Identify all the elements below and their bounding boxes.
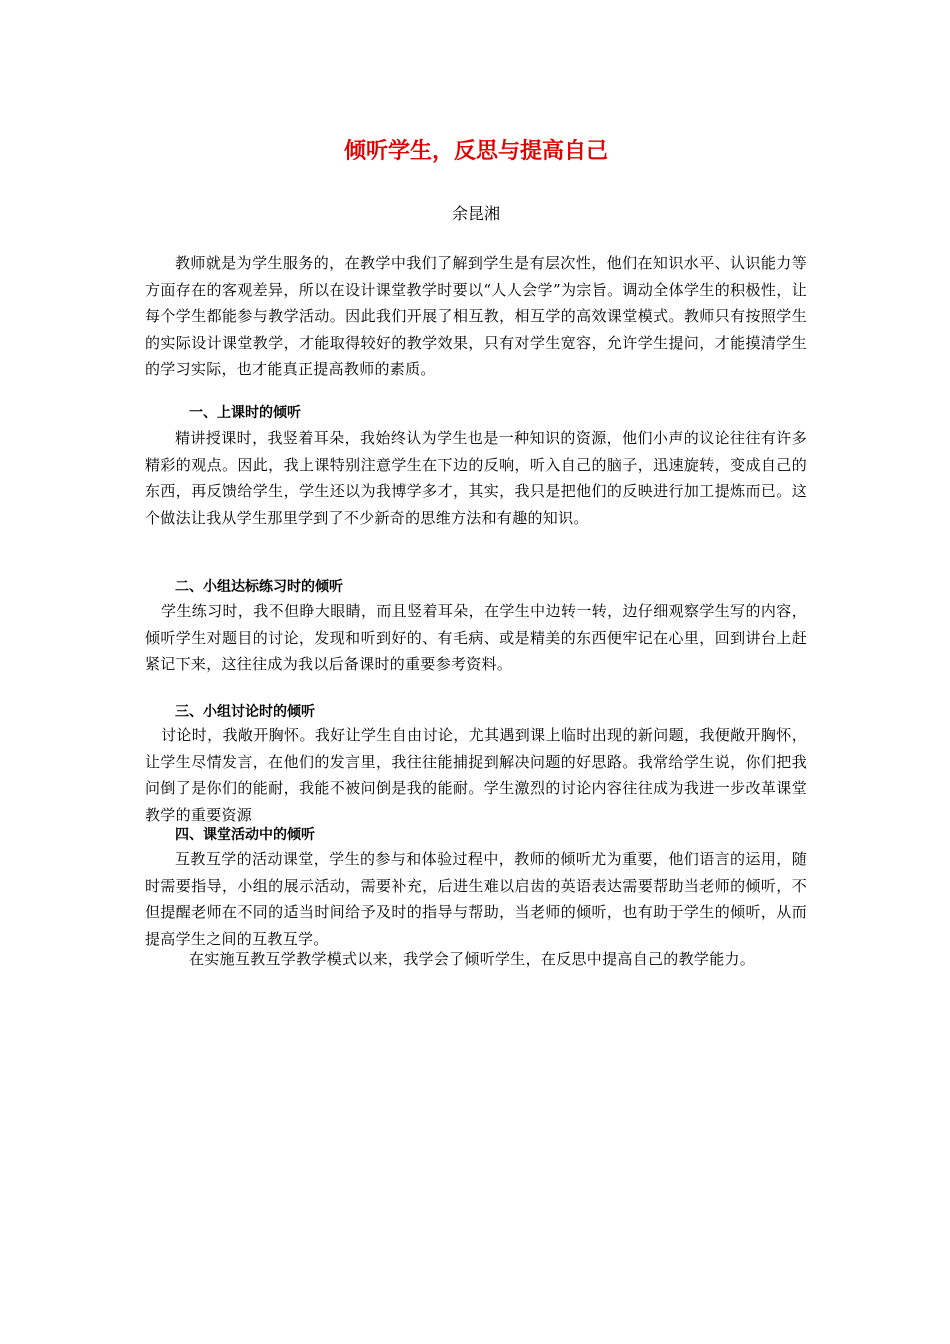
section-3-heading: 三、小组讨论时的倾听 xyxy=(175,704,315,720)
conclusion-paragraph: 在实施互教互学教学模式以来，我学会了倾听学生，在反思中提高自己的教学能力。 xyxy=(189,950,756,968)
section-2-heading: 二、小组达标练习时的倾听 xyxy=(175,579,343,595)
document-author: 余昆湘 xyxy=(451,204,500,223)
section-4-body: 互教互学的活动课堂，学生的参与和体验过程中，教师的倾听尤为重要，他们语言的运用，随时需要指导，小组的展示活动，需要补充，后进生难以启齿的英语表达需要帮助当老师的倾听，不但提醒老师在不同的适当时间给予及时的指导与帮助，当老师的倾听，也有助于学生的倾听，从而提高学生之间的互教互学。 xyxy=(145,850,807,948)
section-3-body: 讨论时，我敞开胸怀。我好让学生自由讨论，尤其遇到课上临时出现的新问题，我便敞开胸怀，让学生尽情发言，在他们的发言里，我往往能捕捉到解决问题的好思路。我常给学生说，你们把我问倒了是你们的能耐，我能不被问倒是我的能耐。学生激烈的讨论内容往往成为我进一步改革课堂教学的重要资源 xyxy=(145,726,807,824)
section-2-body: 学生练习时，我不但睁大眼睛，而且竖着耳朵，在学生中边转一转，边仔细观察学生写的内容，倾听学生对题目的讨论，发现和听到好的、有毛病、或是精美的东西便牢记在心里，回到讲台上赶紧记下来，这往往成为我以后备课时的重要参考资料。 xyxy=(145,602,807,673)
intro-paragraph: 教师就是为学生服务的，在教学中我们了解到学生是有层次性，他们在知识水平、认识能力等方面存在的客观差异，所以在设计课堂教学时要以“人人会学”为宗旨。调动全体学生的积极性，让每个学生都能参与教学活动。因此我们开展了相互教，相互学的高效课堂模式。教师只有按照学生的实际设计课堂教学，才能取得较好的教学效果，只有对学生宽容，允许学生提问，才能摸清学生的学习实际，也才能真正提高教师的素质。 xyxy=(145,254,807,378)
section-1-body: 精讲授课时，我竖着耳朵，我始终认为学生也是一种知识的资源，他们小声的议论往往有许多精彩的观点。因此，我上课特别注意学生在下边的反响，听入自己的脑子，迅速旋转，变成自己的东西，再反馈给学生，学生还以为我博学多才，其实，我只是把他们的反映进行加工提炼而已。这个做法让我从学生那里学到了不少新奇的思维方法和有趣的知识。 xyxy=(145,429,807,527)
section-4-heading: 四、课堂活动中的倾听 xyxy=(175,827,315,843)
section-1-heading: 一、上课时的倾听 xyxy=(189,405,301,421)
document-title: 倾听学生，反思与提高自己 xyxy=(343,139,608,164)
